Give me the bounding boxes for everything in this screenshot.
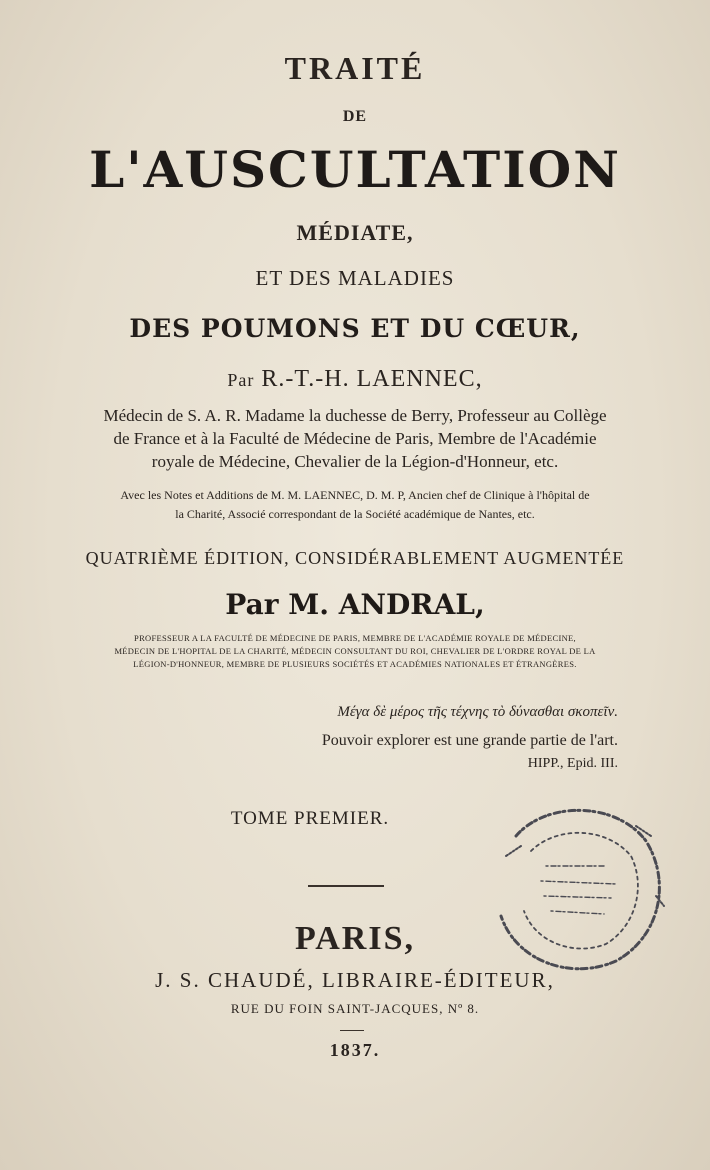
divider-rule xyxy=(308,885,384,887)
author-name: R.-T.-H. LAENNEC, xyxy=(261,366,483,392)
edition-line: QUATRIÈME ÉDITION, CONSIDÉRABLEMENT AUGMENTÉE xyxy=(85,548,625,568)
author-credential-line: Médecin de S. A. R. Madame la duchesse de Berry, Professeur au Collège xyxy=(103,406,607,425)
author-credentials xyxy=(0,404,710,473)
title-mediate: MÉDIATE, xyxy=(296,220,414,245)
imprint-address: RUE DU FOIN SAINT-JACQUES, Nº 8. xyxy=(230,1001,480,1016)
notes-line: la Charité, Associé correspondant de la Société académique de Nantes, etc. xyxy=(175,507,535,521)
title-maladies: ET DES MALADIES xyxy=(255,266,455,290)
editor-credentials xyxy=(0,632,710,671)
epigraph-french: Pouvoir explorer est une grande partie de l'art. xyxy=(321,732,618,749)
title-traite: TRAITÉ xyxy=(284,50,426,86)
editor-name: Par M. ANDRAL, xyxy=(225,588,485,621)
notes-block xyxy=(0,486,710,524)
imprint-year: 1837. xyxy=(329,1040,381,1060)
title-auscultation: L'AUSCULTATION xyxy=(89,140,621,199)
author-credential-line: de France et à la Faculté de Médecine de Paris, Membre de l'Académie xyxy=(113,429,597,448)
author-par: Par xyxy=(227,370,255,390)
divider-rule-small xyxy=(340,1030,364,1031)
title-poumons: DES POUMONS ET DU CŒUR, xyxy=(129,314,581,343)
notes-line: Avec les Notes et Additions de M. M. LAENNEC, D. M. P, Ancien chef de Clinique à l'hôpital de xyxy=(120,488,590,502)
author-line xyxy=(0,366,710,393)
editor-credential-line: LÉGION-D'HONNEUR, MEMBRE DE PLUSIEURS SOCIÉTÉS ET ACADÉMIES NATIONALES ET ÉTRANGÈRES. xyxy=(133,659,577,669)
editor-credential-line: MÉDECIN DE L'HOPITAL DE LA CHARITÉ, MÉDECIN CONSULTANT DU ROI, CHEVALIER DE L'ORDRE ROYAL DE LA xyxy=(114,646,596,656)
imprint-city: PARIS, xyxy=(295,920,415,957)
author-credential-line: royale de Médecine, Chevalier de la Légion-d'Honneur, etc. xyxy=(151,452,559,471)
editor-credential-line: PROFESSEUR A LA FACULTÉ DE MÉDECINE DE PARIS, MEMBRE DE L'ACADÉMIE ROYALE DE MÉDECINE, xyxy=(134,633,576,643)
title-de: DE xyxy=(342,108,368,125)
imprint-publisher: J. S. CHAUDÉ, LIBRAIRE-ÉDITEUR, xyxy=(155,968,555,992)
epigraph-greek: Μέγα δὲ μέρος τῆς τέχνης τὸ δύνασθαι σκοπεῖν. xyxy=(337,704,618,720)
volume-label: TOME PREMIER. xyxy=(230,808,390,829)
epigraph-reference: HIPP., Epid. III. xyxy=(527,756,618,771)
